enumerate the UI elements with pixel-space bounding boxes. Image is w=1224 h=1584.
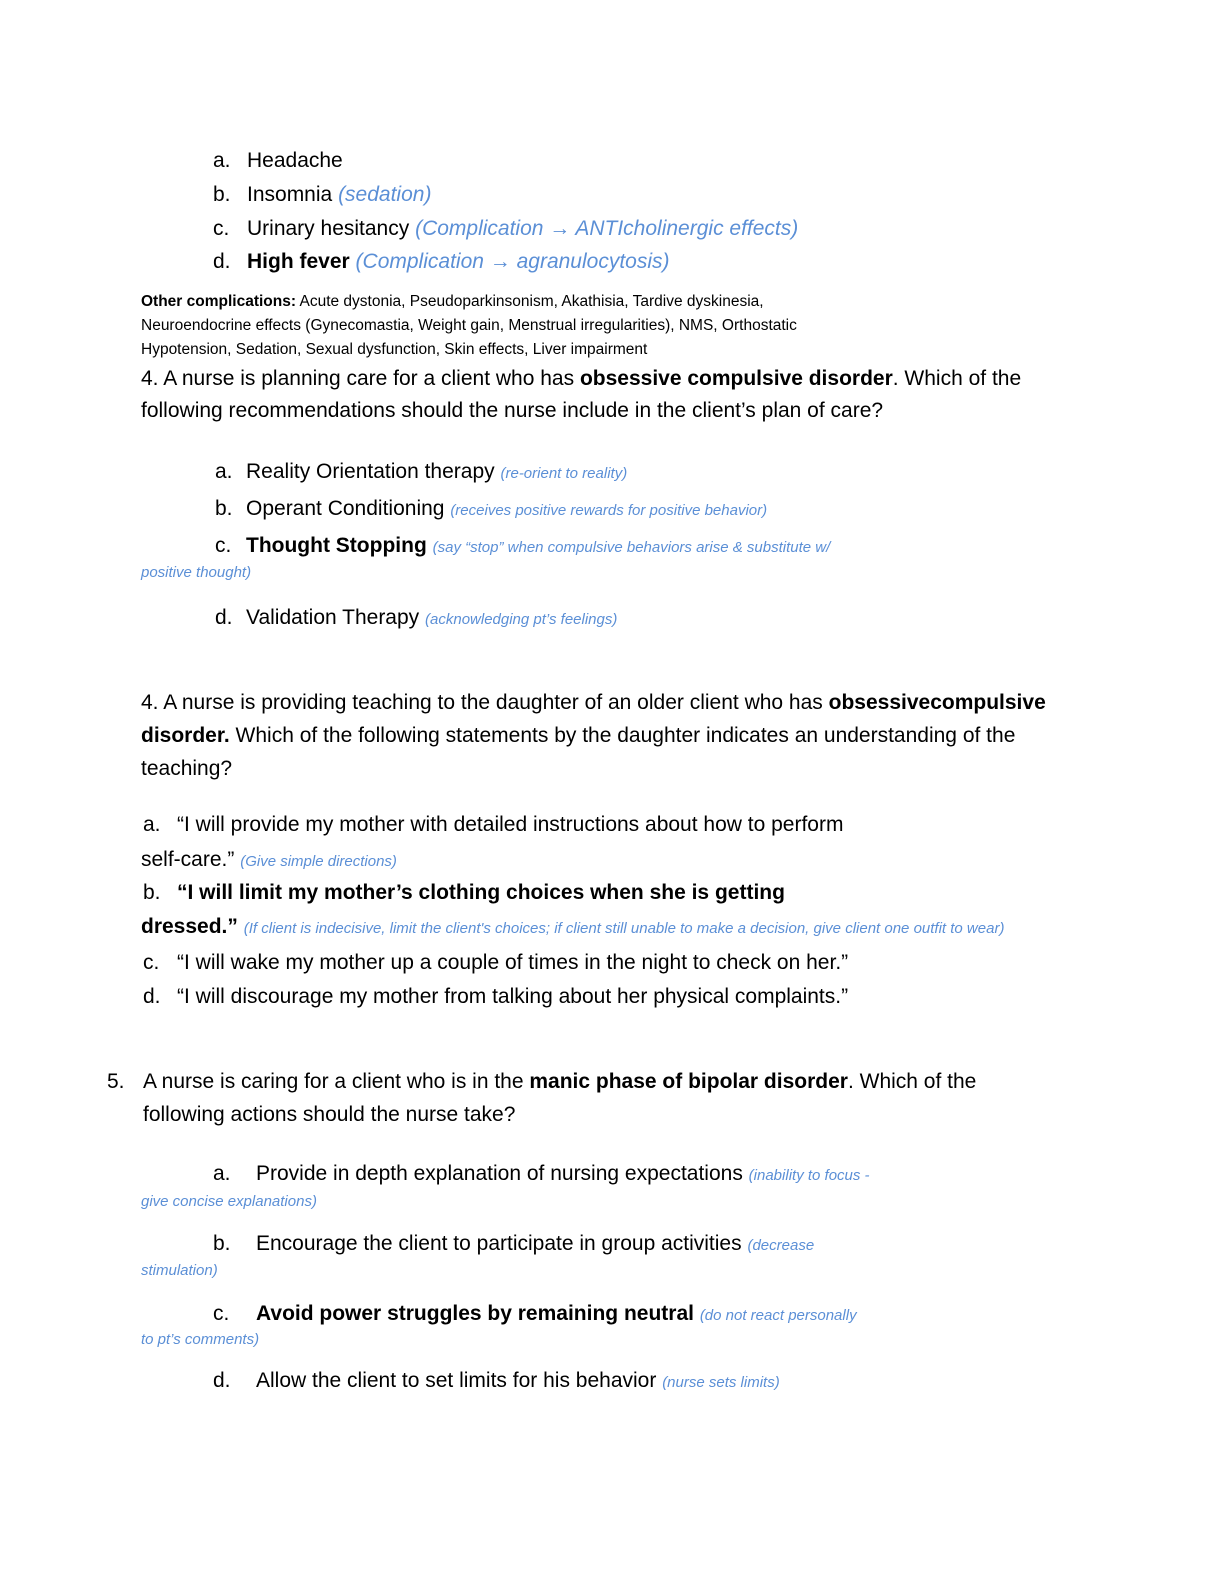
q4a-option-a-note: (re-orient to reality) <box>500 465 628 482</box>
q4b-option-d: d. “I will discourage my mother from talking about her physical complaints.” <box>143 985 849 1008</box>
q4b-option-a: a. “I will provide my mother with detailed instructions about how to perform <box>143 813 844 836</box>
q4b-question-line3: teaching? <box>141 757 233 780</box>
q3-option-d-note: (Complication → agranulocytosis) <box>355 250 670 273</box>
q4a-option-c-note-cont: positive thought) <box>141 564 252 581</box>
q3-option-c-text: Urinary hesitancy <box>247 217 410 240</box>
q3-option-d-text: High fever <box>247 250 350 273</box>
q3-option-a-text: Headache <box>247 149 343 172</box>
q4b-option-b-note: (If client is indecisive, limit the client's choices; if client still unable to make a decision, give client one outfit to wear) <box>243 920 1005 937</box>
q4b-option-c: c. “I will wake my mother up a couple of times in the night to check on her.” <box>143 951 849 974</box>
q5-option-b-note-cont: stimulation) <box>141 1262 218 1279</box>
other-complications-note: Other complications: Acute dystonia, Pseudoparkinsonism, Akathisia, Tardive dyskinesia, Neuroendocrine effects (Gynecomastia, Weight gain, Menstrual irregularities), NMS, Orthostatic Hypotension, Sedation, Sexual dysfunction, Skin effects, Liver impairment <box>141 293 797 358</box>
q5-question: 5. A nurse is caring for a client who is in the manic phase of bipolar disorder. Which of the <box>107 1070 977 1093</box>
q3-option-b-note: (sedation) <box>338 183 432 206</box>
q5-option-d-note: (nurse sets limits) <box>662 1374 780 1391</box>
q3-option-c-note: (Complication → ANTIcholinergic effects) <box>415 217 799 240</box>
q5-option-b: b. Encourage the client to participate in group activities (decrease <box>213 1232 815 1255</box>
q5-option-d: d. Allow the client to set limits for his behavior (nurse sets limits) <box>213 1369 780 1392</box>
q4a-option-b: b. Operant Conditioning (receives positive rewards for positive behavior) <box>215 497 768 520</box>
q5-option-a-note-cont: give concise explanations) <box>141 1193 317 1210</box>
q3-option-c: c. Urinary hesitancy (Complication → ANTIcholinergic effects) <box>213 217 799 240</box>
q4b-question-line2: disorder. Which of the following statements by the daughter indicates an understanding of the <box>141 724 1016 747</box>
q4b-option-b: b. “I will limit my mother’s clothing choices when she is getting <box>143 881 785 904</box>
q4a-option-b-note: (receives positive rewards for positive behavior) <box>450 502 768 519</box>
q4b-option-a-note: (Give simple directions) <box>240 853 397 870</box>
q4a-question: 4. A nurse is planning care for a client who has obsessive compulsive disorder. Which of the <box>141 367 1022 390</box>
q5-option-c: c. Avoid power struggles by remaining neutral (do not react personally <box>213 1302 857 1325</box>
q4b-question: 4. A nurse is providing teaching to the daughter of an older client who has obsessivecompulsive <box>141 691 1046 714</box>
q3-option-a: a. Headache <box>213 149 343 172</box>
q3-option-d: d. High fever (Complication → agranulocytosis) <box>213 250 670 273</box>
q5-question-line2: following actions should the nurse take? <box>143 1103 516 1126</box>
q4a-option-c-note: (say “stop” when compulsive behaviors arise & substitute w/ <box>432 539 831 556</box>
q4a-option-c: c. Thought Stopping (say “stop” when compulsive behaviors arise & substitute w/ <box>215 534 831 557</box>
other-complications-label: Other complications: <box>141 293 297 310</box>
q3-option-b: b. Insomnia (sedation) <box>213 183 432 206</box>
q4a-question-line2: following recommendations should the nurse include in the client’s plan of care? <box>141 399 884 422</box>
q5-option-b-note: (decrease <box>747 1237 815 1254</box>
q4a-option-d-note: (acknowledging pt’s feelings) <box>425 611 618 628</box>
q5-option-a: a. Provide in depth explanation of nursing expectations (inability to focus - <box>213 1162 870 1185</box>
q5-option-c-note: (do not react personally <box>699 1307 857 1324</box>
q4a-option-d: d. Validation Therapy (acknowledging pt’s feelings) <box>215 606 618 629</box>
q4b-option-b-line2: dressed.” (If client is indecisive, limit the client's choices; if client still unable to make a decision, give client one outfit to wear) <box>141 915 1005 938</box>
q4b-option-a-line2: self-care.” (Give simple directions) <box>141 848 397 871</box>
q5-option-c-note-cont: to pt’s comments) <box>141 1331 260 1348</box>
q5-number: 5. <box>107 1070 125 1093</box>
q3-option-b-text: Insomnia <box>247 183 333 206</box>
q5-option-a-note: (inability to focus - <box>748 1167 870 1184</box>
q4a-option-a: a. Reality Orientation therapy (re-orient to reality) <box>215 460 628 483</box>
